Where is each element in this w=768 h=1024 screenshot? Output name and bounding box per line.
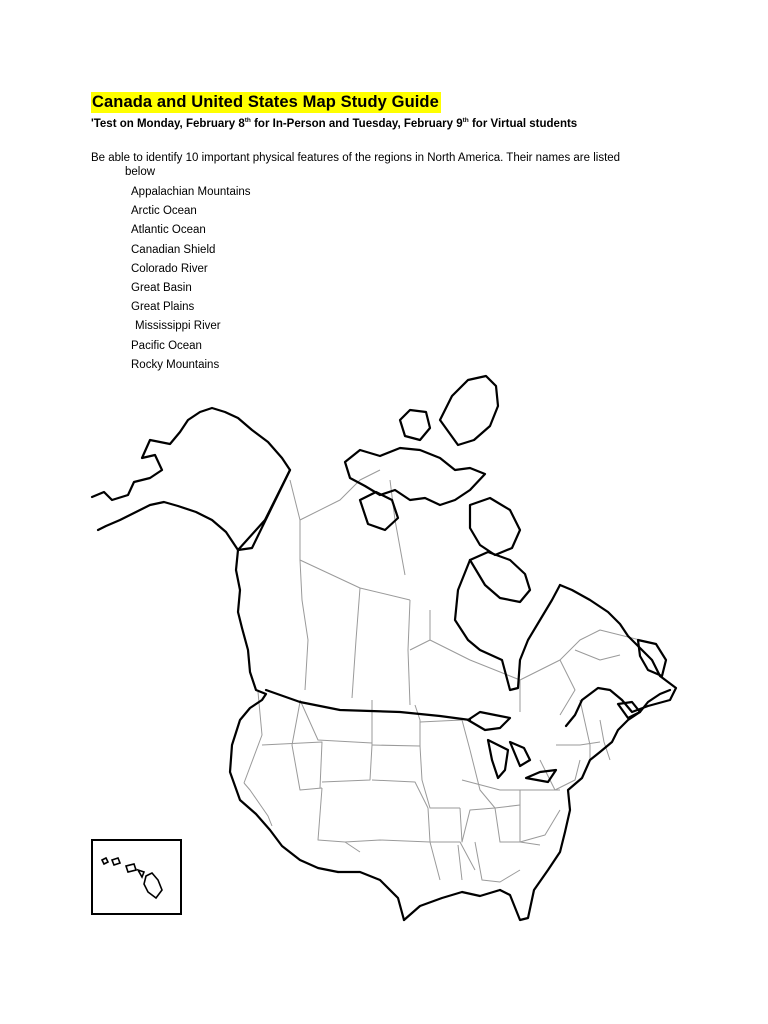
list-item: Great Plains <box>131 301 195 314</box>
list-item: Canadian Shield <box>131 243 216 256</box>
list-item: Arctic Ocean <box>131 205 197 218</box>
north-america-outline-map <box>86 370 686 926</box>
list-item: Mississippi River <box>135 320 221 333</box>
list-item: Rocky Mountains <box>131 358 220 371</box>
feature-list <box>131 185 251 377</box>
internal-borders <box>244 470 640 882</box>
hawaii-inset <box>92 840 181 914</box>
instructions-line-2: below <box>125 166 156 178</box>
test-date-prefix: 'Test on Monday, February 8 <box>91 118 245 130</box>
list-item: Great Basin <box>131 281 192 294</box>
list-item: Appalachian Mountains <box>131 186 251 198</box>
list-item: Colorado River <box>131 262 208 275</box>
ordinal-suffix: th <box>244 117 251 124</box>
test-date-suffix: for Virtual students <box>468 118 578 130</box>
instructions <box>91 151 661 179</box>
list-item: Atlantic Ocean <box>131 224 206 237</box>
ordinal-suffix: th <box>462 117 469 124</box>
test-date-note <box>91 117 577 131</box>
list-item: Pacific Ocean <box>131 339 202 352</box>
coastlines <box>92 376 676 920</box>
test-date-middle: for In-Person and Tuesday, February 9 <box>250 118 463 130</box>
page-title: Canada and United States Map Study Guide <box>92 93 439 111</box>
instructions-line-1: Be able to identify 10 important physical features of the regions in North America. Their names are listed <box>91 152 621 164</box>
